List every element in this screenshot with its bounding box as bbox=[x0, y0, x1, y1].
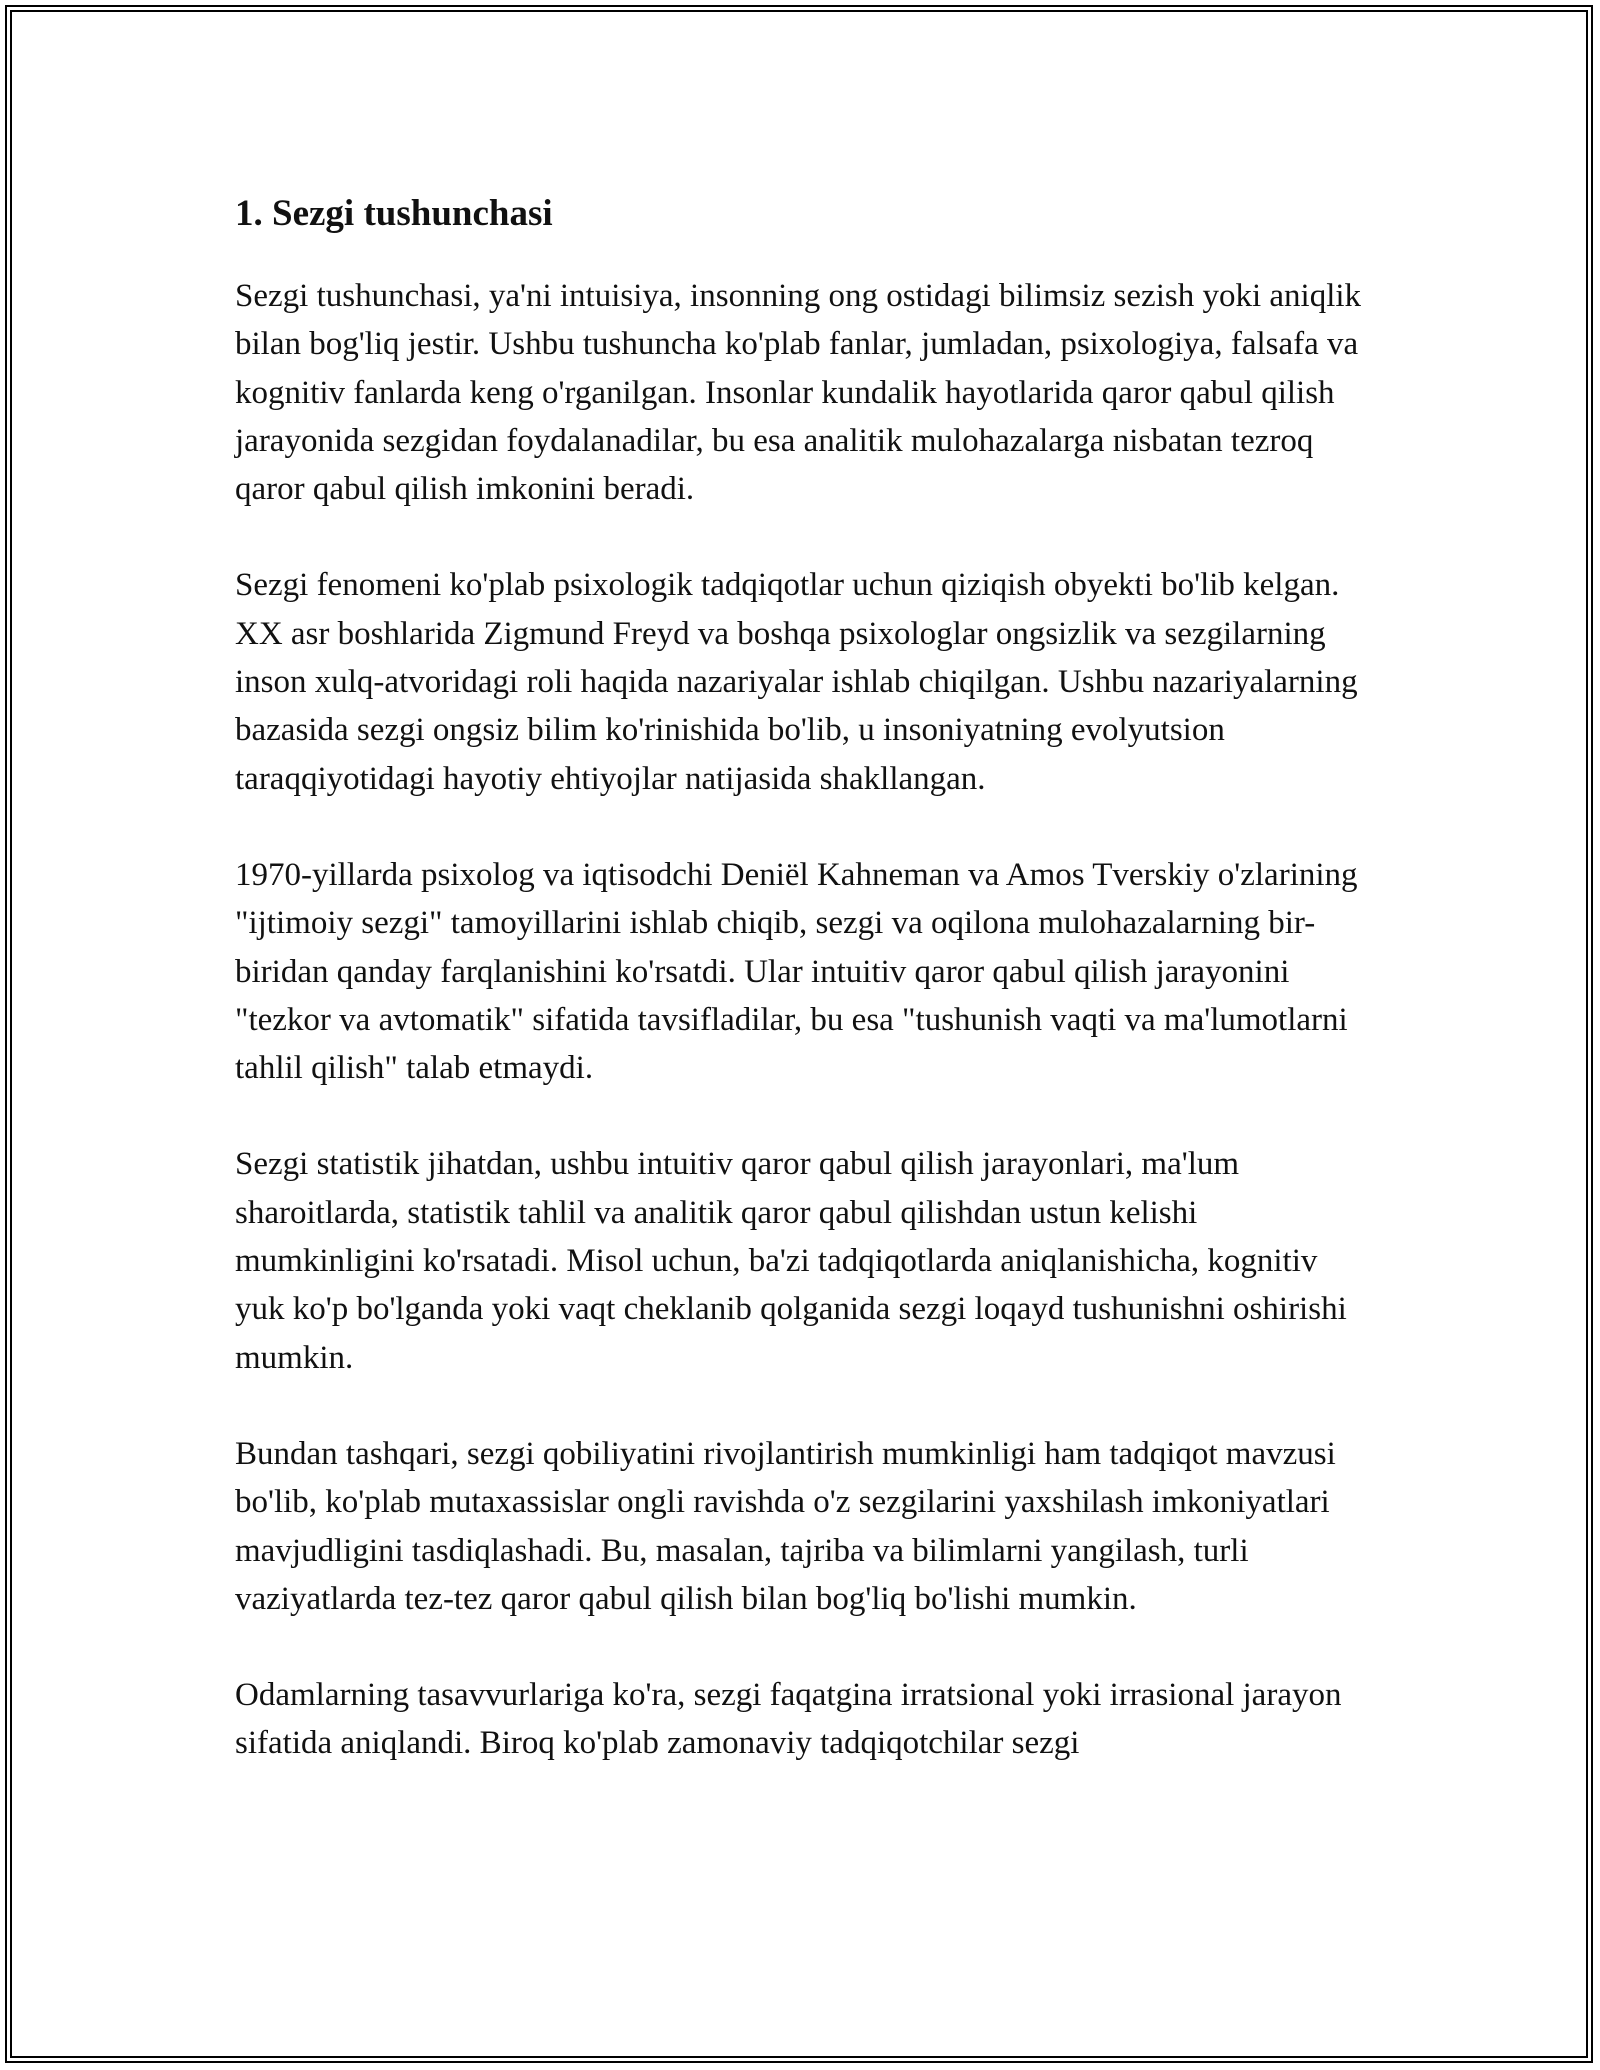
paragraph-3: 1970-yillarda psixolog va iqtisodchi Deniël Kahneman va Amos Tverskiy o'zlarining "ijtimoiy sezgi" tamoyillarini ishlab chiqib, sezgi va oqilona mulohazalarning bir-biridan qanday farqlanishini ko'rsatdi. Ular intuitiv qaror qabul qilish jarayonini "tezkor va avtomatik" sifatida tavsifladilar, bu esa "tushunish vaqti va ma'lumotlarni tahlil qilish" talab etmaydi. bbox=[235, 856, 1358, 1087]
paragraph-4: Sezgi statistik jihatdan, ushbu intuitiv qaror qabul qilish jarayonlari, ma'lum sharoitlarda, statistik tahlil va analitik qaror qabul qilishdan ustun kelishi mumkinligini ko'rsatadi. Misol uchun, ba'zi tadqiqotlarda aniqlanishicha, kognitiv yuk ko'p bo'lganda yoki vaqt cheklanib qolganida sezgi loqayd tushunishni oshirishi mumkin. bbox=[235, 1146, 1347, 1376]
paragraph-1: Sezgi tushunchasi, ya'ni intuisiya, insonning ong ostidagi bilimsiz sezish yoki aniqlik bilan bog'liq jestir. Ushbu tushuncha ko'plab fanlar, jumladan, psixologiya, falsafa va kognitiv fanlarda keng o'rganilgan. Insonlar kundalik hayotlarida qaror qabul qilish jarayonida sezgidan foydalanadilar, bu esa analitik mulohazalarga nisbatan tezroq qaror qabul qilish imkonini beradi. bbox=[235, 278, 1362, 508]
section-heading: 1. Sezgi tushunchasi bbox=[235, 193, 553, 234]
paragraph-5: Bundan tashqari, sezgi qobiliyatini rivojlantirish mumkinligi ham tadqiqot mavzusi bo'lib, ko'plab mutaxassislar ongli ravishda o'z sezgilarini yaxshilash imkoniyatlari mavjudligini tasdiqlashadi. Bu, masalan, tajriba va bilimlarni yangilash, turli vaziyatlarda tez-tez qaror qabul qilish bilan bog'liq bo'lishi mumkin. bbox=[235, 1435, 1336, 1617]
paragraph-2: Sezgi fenomeni ko'plab psixologik tadqiqotlar uchun qiziqish obyekti bo'lib kelgan. XX asr boshlarida Zigmund Freyd va boshqa psixologlar ongsizlik va sezgilarning inson xulq-atvoridagi roli haqida nazariyalar ishlab chiqilgan. Ushbu nazariyalarning bazasida sezgi ongsiz bilim ko'rinishida bo'lib, u insoniyatning evolyutsion taraqqiyotidagi hayotiy ehtiyojlar natijasida shakllangan. bbox=[235, 567, 1358, 797]
document-body bbox=[235, 186, 1370, 1816]
paragraph-6: Odamlarning tasavvurlariga ko'ra, sezgi faqatgina irratsional yoki irrasional jarayon sifatida aniqlandi. Biroq ko'plab zamonaviy tadqiqotchilar sezgi bbox=[235, 1677, 1342, 1762]
